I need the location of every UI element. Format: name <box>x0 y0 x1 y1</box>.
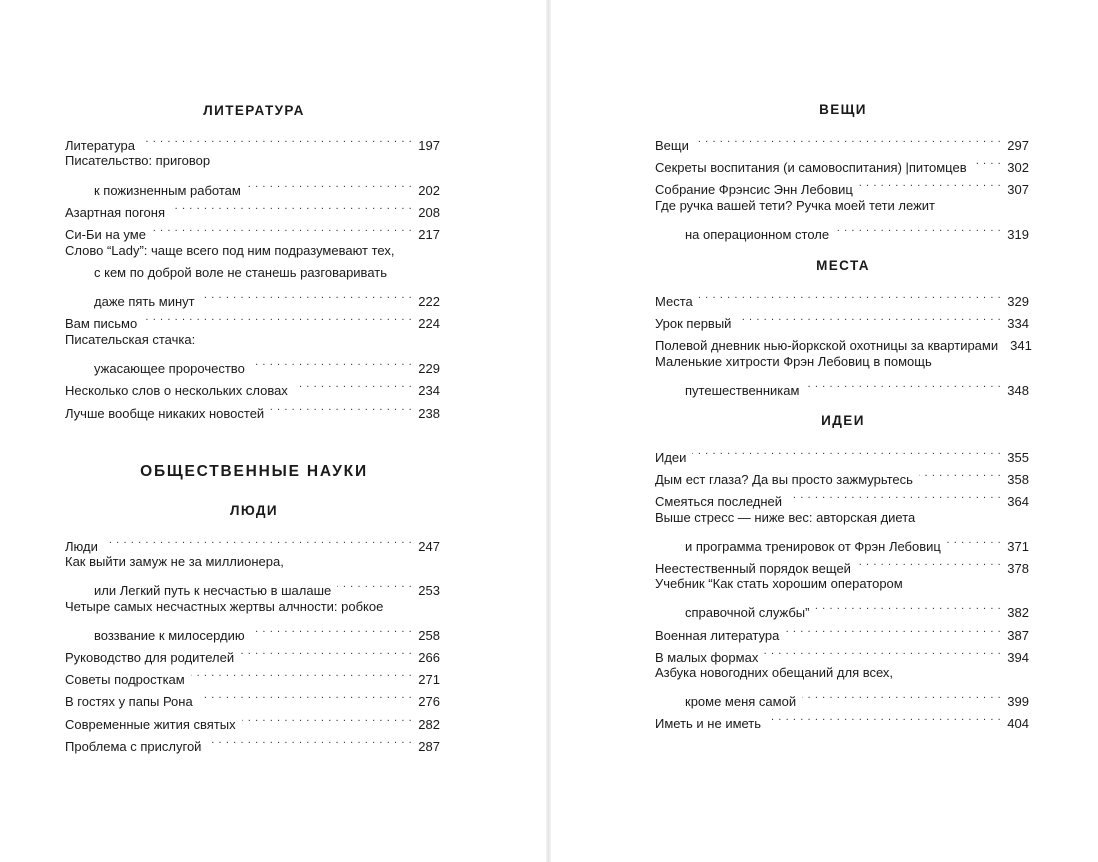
toc-entry <box>94 262 440 284</box>
dot-leader <box>947 529 1001 551</box>
toc-entry-title: Четыре самых несчастных жертвы алчности: робкое <box>65 598 384 614</box>
dot-leader <box>788 484 1001 506</box>
dot-leader <box>270 396 412 418</box>
toc-entry-page-number: 217 <box>418 227 440 243</box>
toc-entry-page-number: 276 <box>418 694 440 710</box>
toc-entry-page-number: 224 <box>418 316 440 332</box>
toc-entry-title: Выше стресс — ниже вес: авторская диета <box>655 509 916 525</box>
toc-entry <box>65 150 440 172</box>
toc-entry-page-number: 247 <box>418 539 440 554</box>
toc-entry <box>65 396 440 421</box>
toc-entry <box>655 462 1029 488</box>
toc-entry-title: Урок первый <box>655 316 732 332</box>
heading-social-sciences: ОБЩЕСТВЕННЫЕ НАУКИ <box>140 463 368 480</box>
toc-entry <box>655 150 1029 176</box>
dot-leader <box>251 618 413 640</box>
toc-entry-title: В малых формах <box>655 649 759 665</box>
right-page <box>549 0 1098 862</box>
toc-entry-title: Иметь и не иметь <box>655 716 762 732</box>
dot-leader <box>767 706 1001 728</box>
toc-entry <box>655 351 1029 373</box>
dot-leader <box>141 128 412 150</box>
dot-leader <box>692 440 1001 462</box>
toc-entry-page-number: 399 <box>1007 694 1029 710</box>
toc-entry <box>65 662 440 688</box>
toc-entry-title: Азартная погоня <box>65 204 165 220</box>
dot-leader <box>294 373 412 395</box>
toc-entry-page-number: 334 <box>1007 316 1029 332</box>
heading-literature: ЛИТЕРАТУРА <box>203 103 305 118</box>
toc-entry-page-number: 287 <box>418 738 440 754</box>
toc-entry <box>655 706 1029 732</box>
toc-entry-title: кроме меня самой <box>685 694 797 710</box>
dot-leader <box>201 284 413 306</box>
dot-leader <box>199 684 413 706</box>
dot-leader <box>207 729 412 751</box>
toc-entry-title: ужасающее пророчество <box>94 361 245 376</box>
toc-entry-title: Современные жития святых <box>65 716 236 732</box>
toc-entry <box>94 573 440 599</box>
toc-entry <box>65 195 440 220</box>
toc-entry-title: Идеи <box>655 450 687 465</box>
toc-entry <box>65 684 440 710</box>
toc-entry <box>655 618 1029 643</box>
toc-entry <box>65 217 440 243</box>
toc-entry-page-number: 319 <box>1007 226 1029 242</box>
dot-leader <box>815 595 1001 617</box>
toc-entry-title: Слово “Lady”: чаще всего под ним подразумевают тех, <box>65 242 395 258</box>
dot-leader <box>191 662 413 684</box>
toc-entry-title: Маленькие хитрости Фрэн Лебовиц в помощь <box>655 353 932 369</box>
dot-leader <box>805 373 1001 395</box>
toc-entry-page-number: 253 <box>418 583 440 599</box>
toc-entry-page-number: 387 <box>1007 627 1029 643</box>
heading-things: ВЕЩИ <box>819 102 867 117</box>
toc-entry <box>655 573 1029 595</box>
toc-entry <box>655 507 1029 529</box>
toc-entry <box>65 240 440 262</box>
dot-leader <box>695 128 1001 150</box>
toc-entry-title: Вещи <box>655 138 689 153</box>
toc-entry <box>94 284 440 310</box>
toc-entry-title: Где ручка вашей тети? Ручка моей тети лежит <box>655 197 936 213</box>
toc-entry-page-number: 378 <box>1007 561 1029 576</box>
toc-entry <box>655 484 1029 510</box>
toc-entry-page-number: 358 <box>1007 472 1029 488</box>
toc-entry-title: Вам письмо <box>65 316 138 332</box>
toc-entry-page-number: 197 <box>418 138 440 153</box>
toc-entry-title: Руководство для родителей <box>65 650 235 665</box>
heading-places: МЕСТА <box>816 258 870 273</box>
toc-entry-page-number: 371 <box>1007 538 1029 554</box>
dot-leader <box>699 284 1002 306</box>
toc-entry <box>65 551 440 573</box>
toc-entry-page-number: 364 <box>1007 494 1029 510</box>
dot-leader <box>152 217 412 239</box>
toc-entry-title: Неестественный порядок вещей <box>655 561 851 576</box>
toc-entry <box>685 595 1029 621</box>
left-page <box>0 0 548 862</box>
toc-entry-page-number: 341 <box>1010 338 1032 354</box>
toc-entry <box>65 128 440 153</box>
dot-leader <box>835 217 1001 239</box>
dot-leader <box>802 684 1001 706</box>
toc-entry <box>65 306 440 332</box>
toc-entry <box>655 640 1029 665</box>
toc-entry <box>94 173 440 198</box>
toc-entry-page-number: 258 <box>418 627 440 643</box>
toc-entry-title: Лучше вообще никаких новостей <box>65 405 265 421</box>
dot-leader <box>919 462 1001 484</box>
toc-entry <box>65 373 440 399</box>
toc-entry <box>685 684 1029 710</box>
toc-entry <box>685 217 1029 242</box>
dot-leader <box>104 529 412 551</box>
toc-entry-title: справочной службы” <box>685 605 810 621</box>
dot-leader <box>247 173 412 195</box>
toc-entry <box>685 529 1029 554</box>
toc-entry-title: к пожизненным работам <box>94 182 241 198</box>
dot-leader <box>764 640 1001 662</box>
toc-entry-title: Собрание Фрэнсис Энн Лебовиц <box>655 182 853 198</box>
toc-entry-title: Азбука новогодних обещаний для всех, <box>655 665 894 680</box>
toc-entry <box>685 373 1029 398</box>
toc-entry-title: Писательство: приговор <box>65 153 211 169</box>
toc-entry-title: Дым ест глаза? Да вы просто зажмурьтесь <box>655 472 913 488</box>
toc-entry-page-number: 271 <box>418 672 440 688</box>
toc-entry-page-number: 234 <box>418 383 440 399</box>
dot-leader <box>737 306 1001 328</box>
toc-entry-page-number: 208 <box>418 204 440 220</box>
toc-entry-title: Учебник “Как стать хорошим оператором <box>655 576 903 592</box>
dot-leader <box>973 150 1002 172</box>
toc-entry-title: Несколько слов о нескольких словах <box>65 383 288 399</box>
dot-leader <box>251 351 413 373</box>
dot-leader <box>857 551 1001 573</box>
toc-entry <box>655 128 1029 153</box>
toc-entry-page-number: 202 <box>418 182 440 198</box>
dot-leader <box>337 573 412 595</box>
toc-entry-title: Писательская стачка: <box>65 331 196 347</box>
toc-entry-page-number: 307 <box>1007 182 1029 198</box>
toc-entry-page-number: 229 <box>418 361 440 376</box>
dot-leader <box>171 195 412 217</box>
toc-entry <box>655 551 1029 576</box>
toc-entry-title: путешественникам <box>685 382 800 398</box>
toc-entry-title: с кем по доброй воле не станешь разговаривать <box>94 264 387 280</box>
toc-entry <box>65 640 440 665</box>
toc-entry-title: В гостях у папы Рона <box>65 694 193 710</box>
toc-entry-page-number: 394 <box>1007 649 1029 665</box>
toc-entry-title: воззвание к милосердию <box>94 627 245 643</box>
toc-entry <box>655 172 1029 198</box>
toc-entry-page-number: 266 <box>418 650 440 665</box>
toc-entry-title: Советы подросткам <box>65 672 185 688</box>
toc-entry-title: Смеяться последней <box>655 494 783 510</box>
dot-leader <box>242 707 413 729</box>
toc-entry <box>65 729 440 754</box>
toc-entry-title: и программа тренировок от Фрэн Лебовиц <box>685 538 941 554</box>
toc-entry-page-number: 404 <box>1007 716 1029 732</box>
dot-leader <box>143 306 412 328</box>
toc-entry <box>65 707 440 732</box>
toc-entry-page-number: 297 <box>1007 138 1029 153</box>
toc-entry <box>65 596 440 618</box>
toc-entry-title: Проблема с прислугой <box>65 738 202 754</box>
toc-entry-page-number: 238 <box>418 405 440 421</box>
toc-entry <box>65 529 440 554</box>
toc-entry-page-number: 329 <box>1007 294 1029 309</box>
toc-entry-title: на операционном столе <box>685 226 830 242</box>
toc-entry-page-number: 302 <box>1007 160 1029 176</box>
toc-entry-title: Полевой дневник нью-йоркской охотницы за квартирами <box>655 338 999 354</box>
toc-entry-page-number: 355 <box>1007 450 1029 465</box>
toc-entry-page-number: 282 <box>418 716 440 732</box>
toc-entry-title: Си-Би на уме <box>65 227 146 243</box>
toc-entry <box>655 284 1029 309</box>
dot-leader <box>240 640 412 662</box>
toc-entry <box>65 329 440 351</box>
toc-entry <box>655 306 1029 332</box>
toc-entry-title: Места <box>655 294 693 309</box>
toc-entry-title: Люди <box>65 539 98 554</box>
toc-entry-page-number: 382 <box>1007 605 1029 621</box>
toc-entry-page-number: 348 <box>1007 382 1029 398</box>
toc-entry-title: Военная литература <box>655 627 780 643</box>
toc-entry <box>655 195 1029 217</box>
toc-entry-page-number: 222 <box>418 294 440 310</box>
toc-entry <box>655 662 1029 684</box>
toc-entry <box>655 440 1029 465</box>
toc-entry <box>655 328 1032 354</box>
dot-leader <box>859 172 1001 194</box>
dot-leader <box>785 618 1001 640</box>
toc-entry-title: даже пять минут <box>94 294 195 310</box>
toc-entry <box>94 351 440 376</box>
toc-entry-title: Литература <box>65 138 135 153</box>
heading-people: ЛЮДИ <box>230 503 278 518</box>
toc-entry-title: или Легкий путь к несчастью в шалаше <box>94 583 332 599</box>
toc-entry-title: Как выйти замуж не за миллионера, <box>65 554 284 570</box>
toc-entry <box>94 618 440 643</box>
toc-entry-title: Секреты воспитания (и самовоспитания) |питомцев <box>655 160 967 176</box>
heading-ideas: ИДЕИ <box>821 413 865 428</box>
